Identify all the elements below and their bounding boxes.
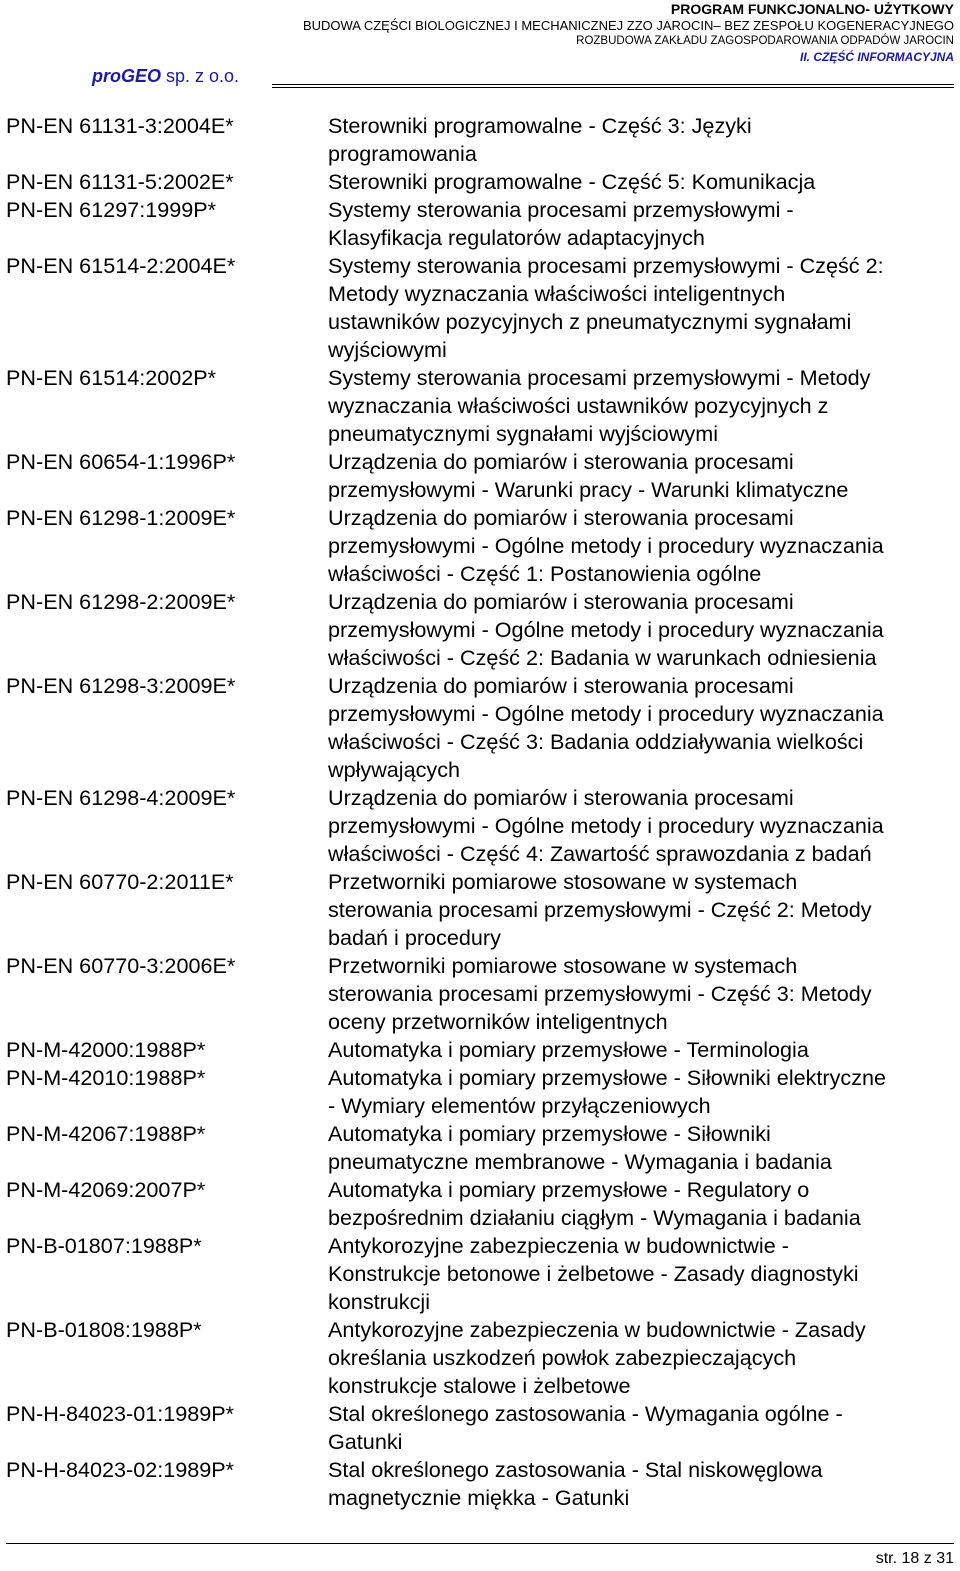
standard-title-line: Przetworniki pomiarowe stosowane w systemach [328,953,798,978]
standard-code: PN-EN 61298-3:2009E* [6,673,236,698]
standard-title-line: Metody wyznaczania właściwości inteligentnych [328,281,786,306]
standard-title-line: przemysłowymi - Ogólne metody i procedury wyznaczania [328,533,884,558]
standard-row [0,1120,960,1176]
standard-title [328,1456,958,1512]
program-title: PROGRAM FUNKCJONALNO- UŻYTKOWY [670,1,954,17]
standard-code: PN-B-01808:1988P* [6,1317,202,1342]
standard-title-line: Przetworniki pomiarowe stosowane w systemach [328,869,798,894]
standard-code: PN-M-42010:1988P* [6,1065,206,1090]
standard-title-line: Konstrukcje betonowe i żelbetowe - Zasady diagnostyki [328,1261,859,1286]
standard-row [0,252,960,364]
standard-title [328,252,958,364]
standard-row [0,448,960,504]
standard-code: PN-H-84023-01:1989P* [6,1401,235,1426]
standard-code: PN-EN 61298-1:2009E* [6,505,236,530]
standard-title-line: Urządzenia do pomiarów i sterowania procesami [328,673,794,698]
page-header [0,0,960,100]
standard-row [0,672,960,784]
standard-title-line: Gatunki [328,1429,403,1454]
standard-code: PN-M-42067:1988P* [6,1121,206,1146]
standard-title [328,1176,958,1232]
standard-title-line: właściwości - Część 3: Badania oddziaływania wielkości [328,729,864,754]
standard-title-line: pneumatyczne membranowe - Wymagania i badania [328,1149,832,1174]
standard-title [328,952,958,1036]
standard-row [0,504,960,588]
standard-title-line: badań i procedury [328,925,501,950]
standard-title-line: Antykorozyjne zabezpieczenia w budownictwie - [328,1233,789,1258]
standard-title-line: konstrukcje stalowe i żelbetowe [328,1373,631,1398]
standard-title-line: konstrukcji [328,1289,431,1314]
standard-title [328,168,958,196]
standard-row [0,364,960,448]
standard-title-line: ustawników pozycyjnych z pneumatycznymi sygnałami [328,309,852,334]
footer-rule [6,1543,954,1544]
standard-title-line: oceny przetworników inteligentnych [328,1009,668,1034]
standard-title-line: przemysłowymi - Ogólne metody i procedury wyznaczania [328,701,884,726]
standard-title-line: Klasyfikacja regulatorów adaptacyjnych [328,225,705,250]
standard-code: PN-M-42000:1988P* [6,1037,206,1062]
standard-code: PN-EN 61297:1999P* [6,197,217,222]
standard-row [0,1316,960,1400]
standard-code: PN-H-84023-02:1989P* [6,1457,235,1482]
standard-title-line: wpływających [328,757,461,782]
header-rule-secondary [272,87,954,88]
standard-title [328,1232,958,1316]
standard-code: PN-EN 61298-4:2009E* [6,785,236,810]
standard-code: PN-EN 61131-3:2004E* [6,113,234,138]
standard-title [328,1316,958,1400]
standard-row [0,1064,960,1120]
standard-row [0,868,960,952]
standard-title [328,1036,958,1064]
standard-row [0,1232,960,1316]
standard-title [328,364,958,448]
standard-title-line: Urządzenia do pomiarów i sterowania procesami [328,785,794,810]
standard-code: PN-EN 61298-2:2009E* [6,589,236,614]
standard-title [328,868,958,952]
standard-row [0,1176,960,1232]
standard-title-line: Automatyka i pomiary przemysłowe - Siłowniki [328,1121,771,1146]
standard-row [0,784,960,868]
standard-title-line: właściwości - Część 4: Zawartość sprawozdania z badań [328,841,872,866]
section-title: II. CZĘŚĆ INFORMACYJNA [799,50,954,64]
company-logo [92,66,239,86]
standard-title-line: Stal określonego zastosowania - Wymagania ogólne - [328,1401,843,1426]
standard-title-line: Automatyka i pomiary przemysłowe - Terminologia [328,1037,809,1062]
standard-code: PN-EN 60770-2:2011E* [6,869,234,894]
standard-title-line: sterowania procesami przemysłowymi - Część 2: Metody [328,897,872,922]
standard-code: PN-EN 61514-2:2004E* [6,253,236,278]
standard-title-line: Sterowniki programowalne - Część 3: Języki [328,113,752,138]
company-name-prefix: proGEO [92,66,162,86]
standard-title [328,784,958,868]
standard-row [0,952,960,1036]
standard-title-line: przemysłowymi - Ogólne metody i procedury wyznaczania [328,813,884,838]
standard-title [328,1400,958,1456]
standard-title-line: przemysłowymi - Ogólne metody i procedury wyznaczania [328,617,884,642]
project-line-1: BUDOWA CZĘŚCI BIOLOGICZNEJ I MECHANICZNEJ ZZO JAROCIN– BEZ ZESPOŁU KOGENERACYJNEGO [302,18,954,33]
standard-title [328,112,958,168]
standard-title-line: właściwości - Część 1: Postanowienia ogólne [328,561,762,586]
standard-title-line: bezpośrednim działaniu ciągłym - Wymagania i badania [328,1205,861,1230]
standard-title-line: Automatyka i pomiary przemysłowe - Regulatory o [328,1177,810,1202]
standard-title-line: Stal określonego zastosowania - Stal niskowęglowa [328,1457,823,1482]
company-name-suffix: sp. z o.o. [161,66,240,86]
standards-list [0,112,960,1512]
standard-title-line: właściwości - Część 2: Badania w warunkach odniesienia [328,645,877,670]
standard-title [328,1120,958,1176]
standard-row [0,588,960,672]
standard-title-line: pneumatycznymi sygnałami wyjściowymi [328,421,718,446]
standard-title [328,504,958,588]
standard-row [0,1400,960,1456]
standard-title-line: Urządzenia do pomiarów i sterowania procesami [328,449,794,474]
standard-code: PN-M-42069:2007P* [6,1177,206,1202]
standard-title-line: - Wymiary elementów przyłączeniowych [328,1093,711,1118]
standard-title-line: Systemy sterowania procesami przemysłowymi - Część 2: [328,253,884,278]
header-rule [272,84,954,85]
standard-code: PN-EN 60654-1:1996P* [6,449,236,474]
standard-title [328,672,958,784]
standard-title-line: sterowania procesami przemysłowymi - Część 3: Metody [328,981,872,1006]
standard-title-line: wyjściowymi [328,337,447,362]
standard-title-line: określania uszkodzeń powłok zabezpieczających [328,1345,797,1370]
project-line-2: ROZBUDOWA ZAKŁADU ZAGOSPODAROWANIA ODPADÓW JAROCIN [576,35,954,47]
standard-code: PN-B-01807:1988P* [6,1233,202,1258]
standard-code: PN-EN 60770-3:2006E* [6,953,236,978]
standard-title-line: Antykorozyjne zabezpieczenia w budownictwie - Zasady [328,1317,866,1342]
standard-title-line: Systemy sterowania procesami przemysłowymi - [328,197,794,222]
standard-title [328,196,958,252]
standard-title-line: Automatyka i pomiary przemysłowe - Siłowniki elektryczne [328,1065,887,1090]
page-number: str. 18 z 31 [875,1550,954,1567]
standard-title-line: przemysłowymi - Warunki pracy - Warunki klimatyczne [328,477,849,502]
standard-row [0,112,960,168]
standard-code: PN-EN 61514:2002P* [6,365,217,390]
standard-title-line: magnetycznie miękka - Gatunki [328,1485,630,1510]
standard-row [0,1036,960,1064]
standard-title [328,448,958,504]
standard-title [328,588,958,672]
standard-title-line: programowania [328,141,477,166]
standard-title-line: Urządzenia do pomiarów i sterowania procesami [328,505,794,530]
standard-row [0,168,960,196]
standard-row [0,196,960,252]
standard-row [0,1456,960,1512]
header-project-info [303,0,954,65]
standard-title [328,1064,958,1120]
standard-title-line: Sterowniki programowalne - Część 5: Komunikacja [328,169,816,194]
standard-title-line: Urządzenia do pomiarów i sterowania procesami [328,589,794,614]
standard-title-line: Systemy sterowania procesami przemysłowymi - Metody [328,365,871,390]
standard-title-line: wyznaczania właściwości ustawników pozycyjnych z [328,393,829,418]
standard-code: PN-EN 61131-5:2002E* [6,169,234,194]
